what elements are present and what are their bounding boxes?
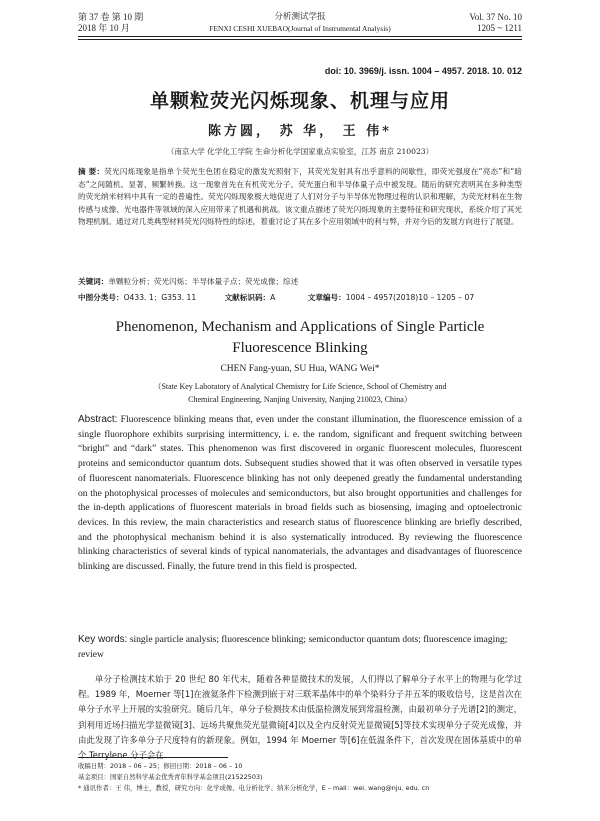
abstract-en: [78, 413, 522, 575]
abstract-zh-label: 摘 要：: [78, 167, 105, 176]
doi: doi: 10. 3969/j. issn. 1004 – 4957. 2018. 10. 012: [324, 66, 522, 76]
keywords-en-text: single particle analysis; fluorescence blinking; semiconductor quantum dots; fluorescence imaging; review: [78, 635, 508, 660]
title-en: [0, 317, 600, 359]
fund-info: 基金项目：国家自然科学基金优秀青年科学基金项目(21522503): [78, 773, 263, 781]
keywords-zh: [78, 276, 522, 287]
article-number-value: 1004 – 4957(2018)10 – 1205 – 07: [345, 293, 475, 302]
clc-label: 中图分类号：: [78, 293, 124, 302]
classification: [78, 292, 522, 303]
page-title: 单颗粒荧光闪烁现象、机理与应用: [149, 90, 450, 112]
affiliation-zh: （南京大学 化学化工学院 生命分析化学国家重点实验室，江苏 南京 210023）: [166, 147, 434, 156]
volume-issue: 第 37 卷 第 10 期: [78, 12, 144, 22]
journal-pages: [469, 12, 522, 34]
doc-code-value: A: [270, 293, 276, 302]
affiliation-en-line2: Chemical Engineering, Nanjing University, Nanjing 210023, China）: [188, 395, 412, 404]
page-range: 1205 ~ 1211: [476, 23, 522, 33]
corresponding-author: * 通讯作者：王 伟，博士，教授，研究方向：化学成像、电分析化学、纳米分析化学，E – mail：wei. wang@nju. edu. cn: [78, 784, 430, 792]
footnotes: [78, 761, 522, 794]
clc-value: O433. 1；G353. 11: [123, 293, 197, 302]
body-paragraph: 单分子检测技术始于 20 世纪 80 年代末，随着各种显微技术的发展，人们得以了解单分子水平上的物理与化学过程。1989 年，Moerner 等[1]在液氦条件下检测到嵌于对三联苯晶体中的单个染料分子并五苯的吸收信号，这是首次在单分子水平上开展的实验研究。随后几年，单分子检测技术由低温检测发展到常温检测，由最初单分子光谱[2]的测定，到利用近场扫描光学显微镜[3]、远场共聚焦荧光显微镜[4]以及全内反射荧光显微镜[5]等技术实现单分子荧光成像，并由此发现了许多单分子尺度特有的新现象。例如，1994 年 Moerner 等[6]在低温条件下，首次发现在固体基质中的单个 Terrylene 分子会在: [78, 674, 522, 761]
received-date: 收稿日期：2018 – 06 – 25；修回日期：2018 – 06 – 10: [78, 762, 243, 770]
affiliation-en-line1: （State Key Laboratory of Analytical Chemistry for Life Science, School of Chemistry and: [153, 382, 447, 391]
doc-code-label: 文献标识码：: [224, 293, 271, 302]
authors-zh: 陈方圆， 苏 华， 王 伟*: [208, 124, 392, 139]
abstract-en-label: Abstract:: [78, 414, 118, 425]
header-rule: [78, 36, 522, 37]
keywords-en-label: Key words:: [78, 634, 128, 645]
keywords-zh-text: 单颗粒分析；荧光闪烁；半导体量子点；荧光成像；综述: [108, 277, 299, 286]
article-number-label: 文章编号：: [307, 293, 346, 302]
journal-name-zh: 分析测试学报: [274, 12, 326, 22]
volume-number: Vol. 37 No. 10: [469, 12, 522, 22]
issue-date: 2018 年 10 月: [78, 23, 130, 33]
authors-en: CHEN Fang-yuan, SU Hua, WANG Wei*: [220, 364, 380, 374]
title-en-line2: Fluorescence Blinking: [232, 340, 368, 356]
title-en-line1: Phenomenon, Mechanism and Applications of Single Particle: [115, 319, 485, 335]
abstract-zh: [78, 166, 522, 229]
affiliation-en: [0, 380, 600, 406]
footnote-rule: [78, 757, 228, 758]
keywords-en: [78, 633, 522, 662]
header-rule-thin: [78, 39, 522, 40]
journal-name-en: FENXI CESHI XUEBAO(Journal of Instrumental Analysis): [209, 24, 391, 33]
abstract-zh-text: 荧光闪烁现象是指单个荧光生色团在稳定的激发光照射下，其荧光发射具有出乎意料的间歇性，即荧光强度在“亮态”和“暗态”之间随机、显著、频繁转换。这一现象首先在有机荧光分子、荧光蛋白和半导体量子点中被发现。随后的研究表明其在多种类型的荧光纳米材料中具有一定的普遍性。荧光闪烁现象极大地促进了人们对分子与半导体光物理过程的认识和理解，为荧光材料在生物传感与成像、光电器件等领域的深入应用带来了机遇和挑战。该文重点描述了荧光闪烁现象的主要特征和研究现状，系统介绍了其光物理机制。通过对几类典型材料荧光闪烁特性的综述，着重讨论了其在多个应用领域中的利与弊，并对今后的发展方向进行了展望。: [78, 167, 522, 226]
abstract-en-text: Fluorescence blinking means that, even under the constant illumination, the fluorescence emission of a single fluorophore exhibits surprising intermittency, i. e. the random, significant and frequent switching between “bright” and “dark” states. This phenomenon was first discovered in organic fluorescent molecules, fluorescent proteins and semiconductor quantum dots. Subsequent studies showed that it was often observed in versatile types of fluorescent nanomaterials. Fluorescence blinking has not only deepened greatly the fundamental understanding on the photophysical processes of molecules and semiconductors, but also brought opportunities and challenges for the in-depth applications of fluorescent materials in broad fields such as biosensing, imaging and optoelectronic devices. In this review, the main characteristics and research status of fluorescence blinking are briefly described, and the photophysical mechanism behind it is also systematically introduced. By reviewing the fluorescence blinking characteristics of several kinds of typical nanomaterials, the advantages and disadvantages of fluorescence blinking are discussed. Finally, the future trend in this field is prospected.: [78, 415, 522, 573]
keywords-zh-label: 关键词：: [78, 277, 109, 286]
